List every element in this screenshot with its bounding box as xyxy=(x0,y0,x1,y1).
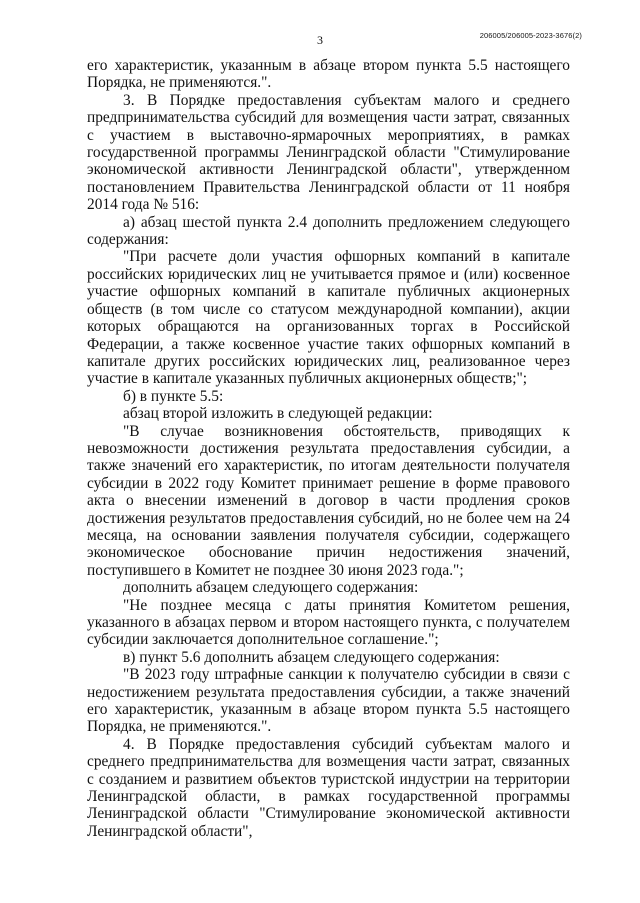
body-text xyxy=(87,57,570,840)
paragraph-second-abzac: абзац второй изложить в следующей редакции: xyxy=(123,405,433,423)
document-id: 206005/206005-2023-3676(2) xyxy=(479,31,582,40)
paragraph-subitem-a: а) абзац шестой пункта 2.4 дополнить предложением следующего содержания: xyxy=(87,213,570,249)
paragraph-subitem-v: в) пункт 5.6 дополнить абзацем следующего содержания: xyxy=(123,648,500,666)
paragraph-subitem-b: б) в пункте 5.5: xyxy=(123,387,224,405)
paragraph-item-4: 4. В Порядке предоставления субсидий субъектам малого и среднего предпринимательства для возмещения части затрат, связанных с созданием и развитием объектов туристской индустрии на территории Ленинградской области, в рамках государственной программы Ленинградской области "Стимулирование экономической активности Ленинградской области", xyxy=(87,735,570,840)
paragraph-quote-agreement: "Не позднее месяца с даты принятия Комитетом решения, указанного в абзацах первом и втором настоящего пункта, с получателем субсидии заключается дополнительное соглашение."; xyxy=(87,596,570,649)
paragraph-quote-offshore: "При расчете доли участия офшорных компаний в капитале российских юридических лиц не учитывается прямое и (или) косвенное участие офшорных компаний в капитале публичных акционерных обществ (в том числе со статусом международной компании), акции которых обращаются на организованных торгах в Российской Федерации, а также косвенное участие таких офшорных компаний в капитале других российских юридических лиц, реализованное через участие в капитале указанных публичных акционерных обществ;"; xyxy=(87,248,570,388)
paragraph-item-3: 3. В Порядке предоставления субъектам малого и среднего предпринимательства субсидий для возмещения части затрат, связанных с участием в выставочно-ярмарочных мероприятиях, в рамках государственной программы Ленинградской области "Стимулирование экономической активности Ленинградской области", утвержденном постановлением Правительства Ленинградской области от 11 ноября 2014 года № 516: xyxy=(87,91,570,214)
paragraph-quote-penalties: "В 2023 году штрафные санкции к получателю субсидии в связи с недостижением результата предоставления субсидии, а также значений его характеристик, указанным в абзаце втором пункта 5.5 настоящего Порядка, не применяются.". xyxy=(87,666,570,736)
paragraph-add-abzac: дополнить абзацем следующего содержания: xyxy=(123,579,419,597)
paragraph-continuation: его характеристик, указанным в абзаце втором пункта 5.5 настоящего Порядка, не применяются.". xyxy=(87,57,570,92)
page-number: 3 xyxy=(317,33,323,47)
paragraph-quote-circumstances: "В случае возникновения обстоятельств, приводящих к невозможности достижения результата предоставления субсидии, а также значений его характеристик, по итогам деятельности получателя субсидии в 2022 году Комитет принимает решение в форме правового акта о внесении изменений в договор в части продления сроков достижения результатов предоставления субсидий, но не более чем на 24 месяца, на основании заявления получателя субсидии, содержащего экономическое обоснование причин недостижения значений, поступившего в Комитет не позднее 30 июня 2023 года."; xyxy=(87,422,570,579)
